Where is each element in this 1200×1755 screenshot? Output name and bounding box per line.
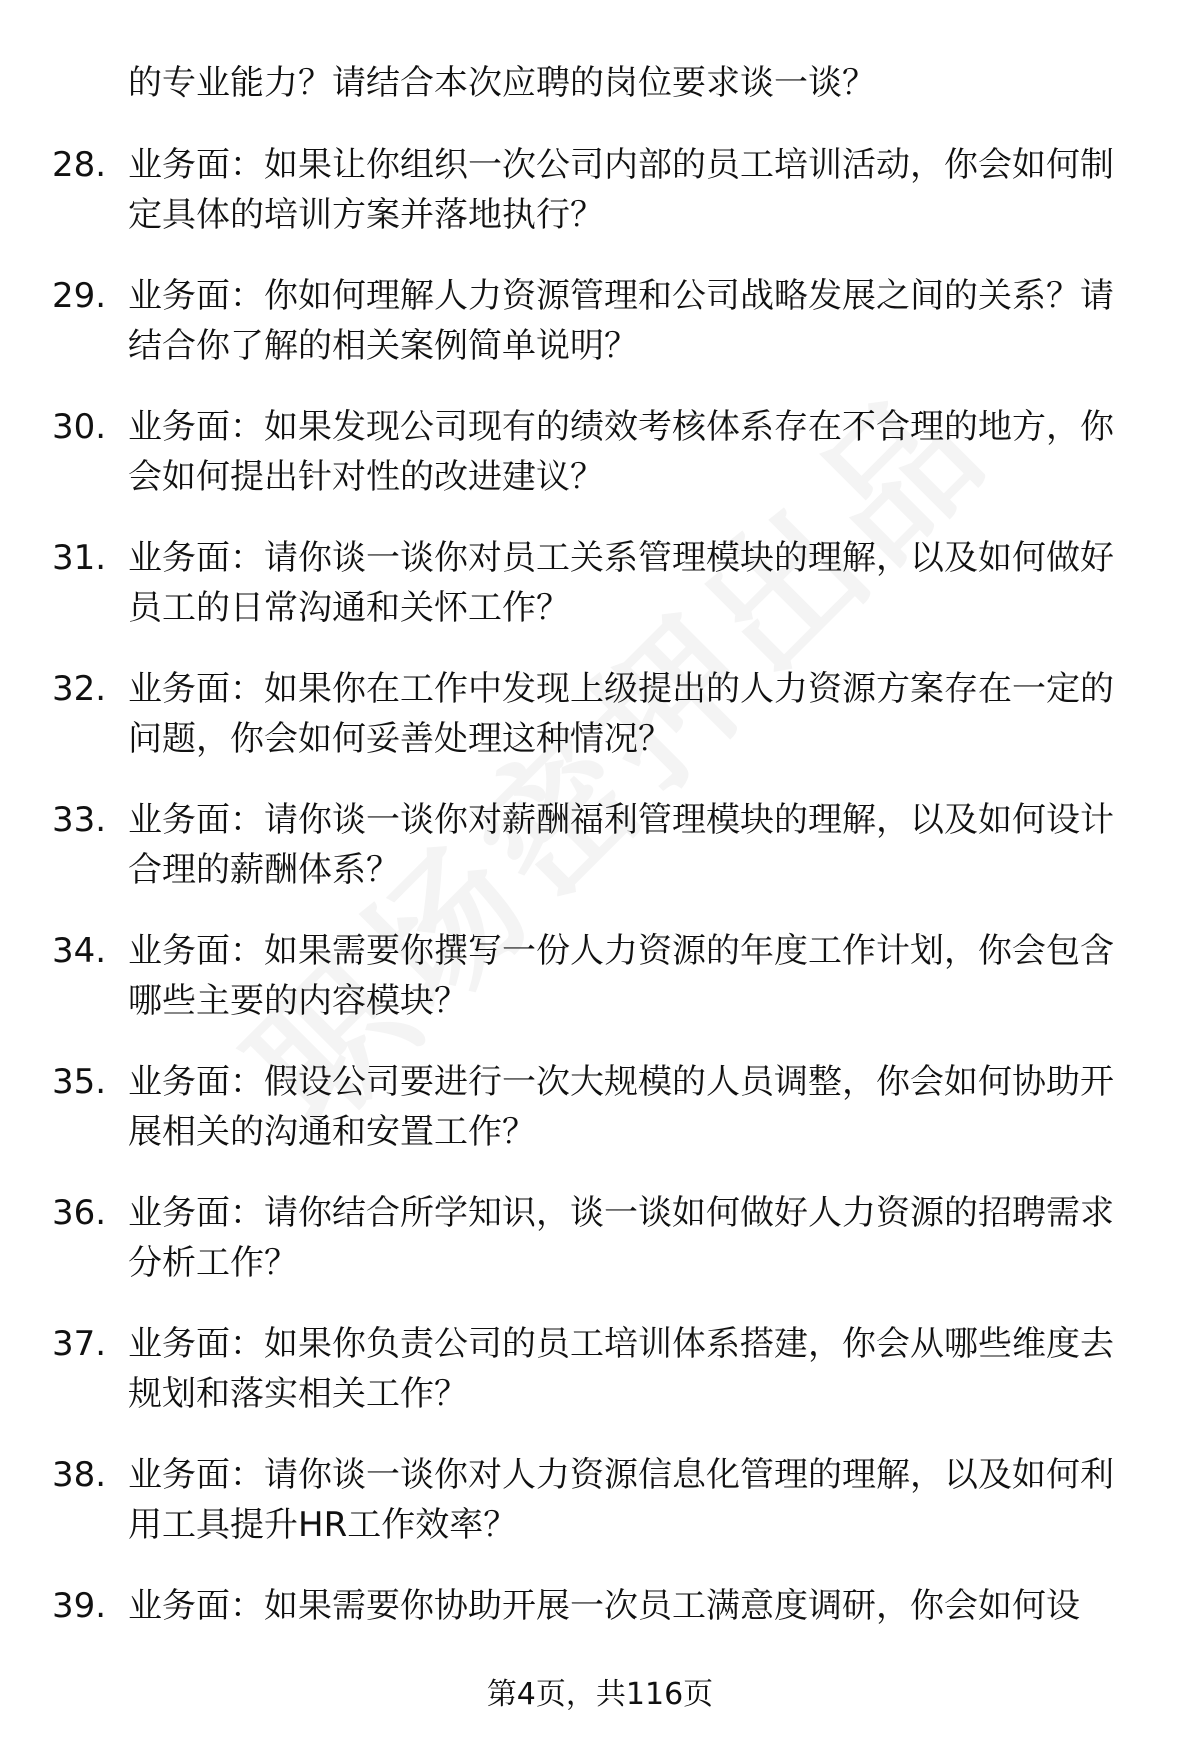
list-item [0, 926, 1200, 1027]
item-text: 业务面：你如何理解人力资源管理和公司战略发展之间的关系？请结合你了解的相关案例简单说明？ [128, 276, 1114, 366]
item-text: 业务面：如果发现公司现有的绩效考核体系存在不合理的地方，你会如何提出针对性的改进建议？ [128, 407, 1114, 497]
item-number: 34. [52, 931, 107, 971]
item-text: 业务面：假设公司要进行一次大规模的人员调整，你会如何协助开展相关的沟通和安置工作？ [128, 1062, 1114, 1152]
list-item [0, 1319, 1200, 1420]
list-item [0, 402, 1200, 503]
item-number: 29. [52, 276, 107, 316]
item-text: 业务面：如果你在工作中发现上级提出的人力资源方案存在一定的问题，你会如何妥善处理这种情况？ [128, 669, 1114, 759]
item-text: 业务面：请你谈一谈你对薪酬福利管理模块的理解，以及如何设计合理的薪酬体系？ [128, 800, 1114, 890]
list-item [0, 795, 1200, 896]
list-item [0, 140, 1200, 241]
list-item [0, 1188, 1200, 1289]
item-number: 35. [52, 1062, 107, 1102]
list-item [0, 533, 1200, 634]
item-number: 37. [52, 1324, 107, 1364]
item-number: 28. [52, 145, 107, 185]
item-text: 业务面：请你谈一谈你对员工关系管理模块的理解，以及如何做好员工的日常沟通和关怀工作？ [128, 538, 1114, 628]
list-item [0, 271, 1200, 372]
list-item [0, 1581, 1200, 1682]
item-number: 39. [52, 1586, 107, 1626]
list-item [0, 1057, 1200, 1158]
item-number: 36. [52, 1193, 107, 1233]
item-number: 38. [52, 1455, 107, 1495]
page-footer: 第4页，共116页 [486, 1677, 714, 1712]
item-text: 业务面：如果让你组织一次公司内部的员工培训活动，你会如何制定具体的培训方案并落地执行？ [128, 145, 1114, 235]
item-number: 32. [52, 669, 107, 709]
item-text: 业务面：如果需要你协助开展一次员工满意度调研，你会如何设 [128, 1586, 1080, 1626]
question-list [0, 140, 1200, 1712]
item-number: 33. [52, 800, 107, 840]
list-item [0, 1450, 1200, 1551]
item-number: 30. [52, 407, 107, 447]
item-number: 31. [52, 538, 107, 578]
item-text: 业务面：请你结合所学知识，谈一谈如何做好人力资源的招聘需求分析工作？ [128, 1193, 1114, 1283]
continuation-line: 的专业能力？请结合本次应聘的岗位要求谈一谈？ [128, 63, 876, 103]
item-text: 业务面：请你谈一谈你对人力资源信息化管理的理解，以及如何利用工具提升HR工作效率？ [128, 1455, 1114, 1545]
item-text: 业务面：如果需要你撰写一份人力资源的年度工作计划，你会包含哪些主要的内容模块？ [128, 931, 1114, 1021]
list-item [0, 664, 1200, 765]
item-text: 业务面：如果你负责公司的员工培训体系搭建，你会从哪些维度去规划和落实相关工作？ [128, 1324, 1114, 1414]
